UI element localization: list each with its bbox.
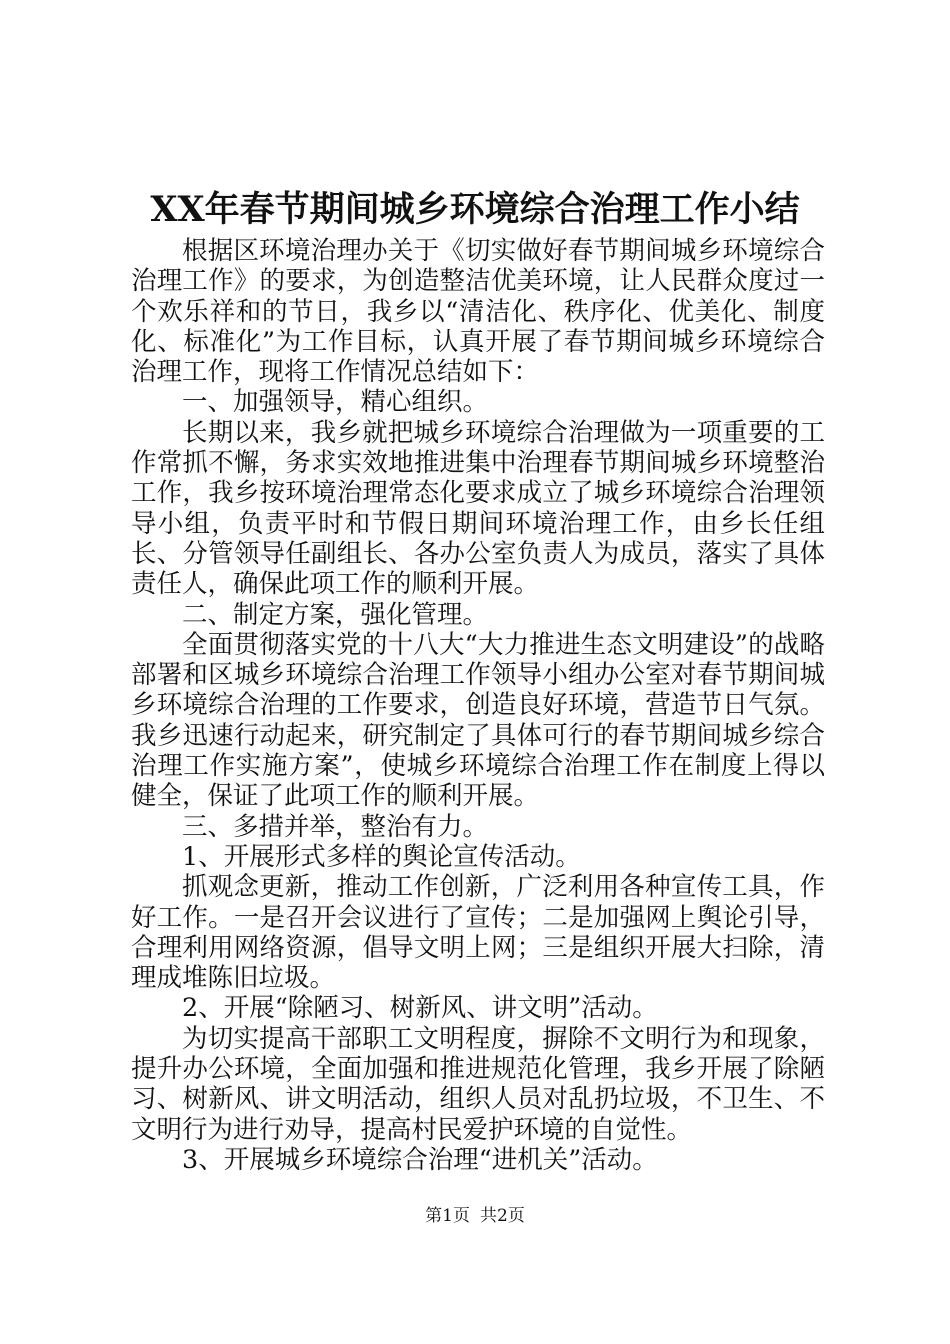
subheading-2: 2、开展“除陋习、树新风、讲文明”活动。 <box>182 993 658 1024</box>
paragraph-leadership: 长期以来，我乡就把城乡环境综合治理做为一项重要的工作常抓不懈，务求实效地推进集中治理春节期间城乡环境整治工作，我乡按环境治理常态化要求成立了城乡环境综合治理领导小组，负责平时和节假日期间环境治理工作，由乡长任组长、分管领导任副组长、各办公室负责人为成员，落实了具体责任人，确保此项工作的顺利开展。 <box>131 417 825 600</box>
subheading-1: 1、开展形式多样的舆论宣传活动。 <box>182 841 581 872</box>
paragraph-publicity: 抓观念更新，推动工作创新，广泛利用各种宣传工具，作好工作。一是召开会议进行了宣传；二是加强网上舆论引导，合理利用网络资源，倡导文明上网；三是组织开展大扫除，清理成堆陈旧垃圾。 <box>131 872 825 994</box>
document-title: XX年春节期间城乡环境综合治理工作小结 <box>150 189 800 230</box>
page-number: 第1页 <box>425 1206 470 1226</box>
subheading-3: 3、开展城乡环境综合治理“进机关”活动。 <box>182 1144 658 1175</box>
paragraph-civility: 为切实提高干部职工文明程度，摒除不文明行为和现象，提升办公环境，全面加强和推进规范化管理，我乡开展了除陋习、树新风、讲文明活动，组织人员对乱扔垃圾，不卫生、不文明行为进行劝导，提高村民爱护环境的自觉性。 <box>131 1023 825 1145</box>
page-total: 共2页 <box>480 1206 525 1226</box>
section-heading-2: 二、制定方案，强化管理。 <box>182 599 489 630</box>
document-body <box>131 236 825 1175</box>
page-footer <box>0 1204 950 1228</box>
section-heading-3: 三、多措并举，整治有力。 <box>182 811 489 842</box>
section-heading-1: 一、加强领导，精心组织。 <box>182 387 489 418</box>
paragraph-plan: 全面贯彻落实党的十八大“大力推进生态文明建设”的战略部署和区城乡环境综合治理工作领导小组办公室对春节期间城乡环境综合治理的工作要求，创造良好环境，营造节日气氛。我乡迅速行动起来，研究制定了具体可行的春节期间城乡综合治理工作实施方案”，使城乡环境综合治理工作在制度上得以健全，保证了此项工作的顺利开展。 <box>131 629 825 812</box>
paragraph-intro: 根据区环境治理办关于《切实做好春节期间城乡环境综合治理工作》的要求，为创造整洁优美环境，让人民群众度过一个欢乐祥和的节日，我乡以“清洁化、秩序化、优美化、制度化、标准化”为工作目标，认真开展了春节期间城乡环境综合治理工作，现将工作情况总结如下： <box>131 236 825 388</box>
